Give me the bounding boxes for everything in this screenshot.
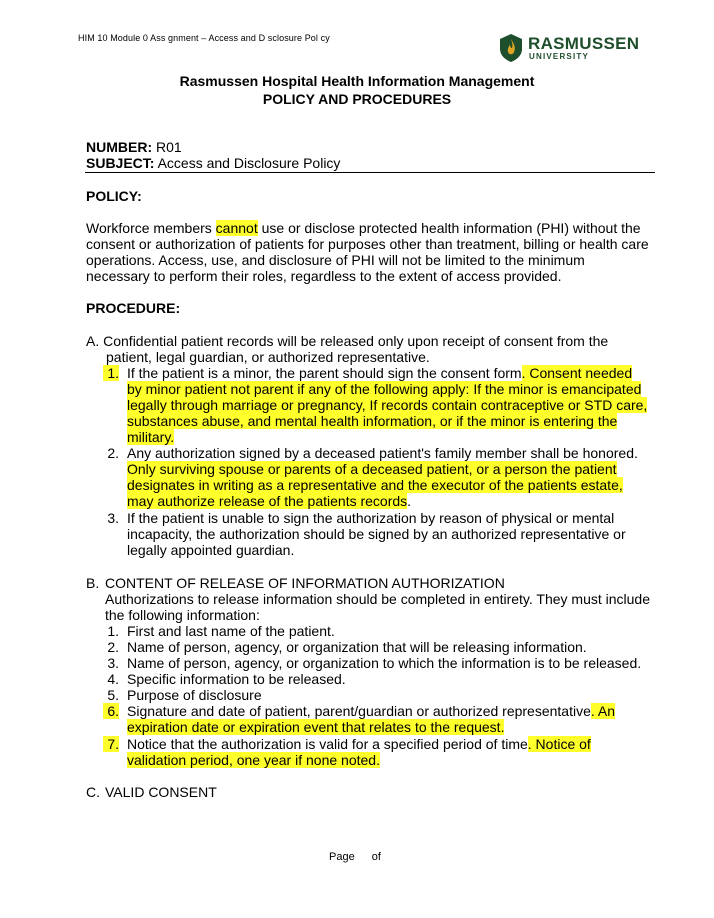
highlighted-text: . An (590, 703, 616, 719)
policy-paragraph-line (86, 220, 641, 236)
procedure-heading: PROCEDURE: (86, 300, 181, 316)
list-item-b4 (103, 671, 346, 687)
list-item-b7 (103, 736, 591, 752)
highlighted-text: legally through marriage or pregnancy, If records contain contraceptive or STD care, (127, 397, 648, 413)
document-title: Rasmussen Hospital Health Information Management (179, 73, 535, 89)
policy-text: use or disclose protected health information (PHI) without the (257, 220, 641, 236)
rasmussen-logo (498, 32, 640, 64)
policy-text: Workforce members (86, 220, 216, 236)
highlighted-text: Only surviving spouse or parents of a deceased patient, or a person the patient (127, 461, 617, 477)
logo-subtext: UNIVERSITY (529, 52, 590, 61)
section-title: CONTENT OF RELEASE OF INFORMATION AUTHORIZATION (105, 575, 505, 591)
list-item-b1 (103, 623, 335, 639)
section-a-intro: A. Confidential patient records will be released only upon receipt of consent from the (86, 333, 609, 349)
list-text: legally appointed guardian. (127, 542, 295, 558)
list-number: 5. (107, 687, 119, 703)
number-field (86, 139, 182, 155)
section-c-heading (86, 784, 217, 800)
list-text: Specific information to be released. (127, 671, 346, 687)
document-subtitle: POLICY AND PROCEDURES (262, 91, 452, 107)
list-text: Notice that the authorization is valid for a specified period of time (127, 736, 528, 752)
divider-line (85, 172, 655, 173)
list-number: 2. (107, 445, 119, 461)
list-item-b6 (103, 703, 616, 719)
list-text: Purpose of disclosure (127, 687, 262, 703)
list-number: 2. (107, 639, 119, 655)
section-title: VALID CONSENT (105, 784, 217, 800)
document-header-info: HIM 10 Module 0 Ass gnment – Access and D sclosure Pol cy (78, 33, 330, 43)
list-number: 1. (103, 365, 119, 381)
list-text: Any authorization signed by a deceased patient's family member shall be honored. (127, 445, 638, 461)
highlighted-text: . Consent needed (521, 365, 633, 381)
policy-paragraph-line: operations. Access, use, and disclosure of PHI will not be limited to the minimum (86, 252, 585, 268)
list-item-b2 (103, 639, 587, 655)
section-letter: B. (86, 575, 100, 591)
highlighted-text: by minor patient not parent if any of the following apply: If the minor is emancipated (127, 381, 642, 397)
list-item-a1 (103, 365, 633, 381)
list-text: Signature and date of patient, parent/guardian or authorized representative (127, 703, 591, 719)
list-number: 4. (107, 671, 119, 687)
list-number: 7. (103, 736, 119, 752)
of-label: of (371, 851, 381, 863)
highlighted-text: substances abuse, and mental health information, or if the minor is entering the (127, 413, 618, 429)
list-text: First and last name of the patient. (127, 623, 335, 639)
number-label: NUMBER: (86, 139, 153, 155)
subject-field (86, 155, 340, 171)
highlighted-text: . Notice of (527, 736, 591, 752)
section-b-intro: the following information: (105, 607, 260, 623)
list-number: 3. (107, 655, 119, 671)
highlighted-text: validation period, one year if none noted. (127, 752, 380, 768)
logo-wordmark: RASMUSSEN (528, 34, 640, 53)
list-text: Name of person, agency, or organization that will be releasing information. (127, 639, 587, 655)
section-a-intro-cont: patient, legal guardian, or authorized representative. (106, 349, 430, 365)
list-item-a3 (103, 510, 615, 526)
list-item-b5 (103, 687, 262, 703)
list-text: If the patient is unable to sign the authorization by reason of physical or mental (127, 510, 615, 526)
highlighted-text: military. (127, 429, 175, 445)
list-text: incapacity, the authorization should be signed by an authorized representative or (127, 526, 626, 542)
section-letter: C. (86, 784, 100, 800)
number-value: R01 (152, 139, 182, 155)
highlight-cannot: cannot (215, 220, 258, 236)
subject-label: SUBJECT: (86, 155, 155, 171)
list-number: 3. (107, 510, 119, 526)
section-b-heading (86, 575, 505, 591)
highlighted-text: may authorize release of the patients records (127, 493, 408, 509)
list-item-a2 (103, 445, 638, 461)
list-number: 1. (107, 623, 119, 639)
list-item-b3 (103, 655, 642, 671)
flame-shield-icon (498, 33, 524, 63)
policy-paragraph-line: necessary to perform their roles, regardless to the extent of access provided. (86, 268, 562, 284)
policy-paragraph-line: consent or authorization of patients for purposes other than treatment, billing or health care (86, 236, 649, 252)
highlighted-text: expiration date or expiration event that relates to the request. (127, 719, 505, 735)
page-label: Page (329, 851, 355, 863)
highlighted-text: designates in writing as a representative and the executor of the patients estate, (127, 477, 623, 493)
page-footer (329, 851, 381, 863)
list-text: If the patient is a minor, the parent should sign the consent form (127, 365, 522, 381)
subject-value: Access and Disclosure Policy (154, 155, 341, 171)
section-b-intro: Authorizations to release information should be completed in entirety. They must include (105, 591, 651, 607)
list-number: 6. (103, 703, 119, 719)
list-text: Name of person, agency, or organization to which the information is to be released. (127, 655, 642, 671)
list-text: . (407, 493, 412, 509)
policy-heading: POLICY: (86, 188, 142, 204)
